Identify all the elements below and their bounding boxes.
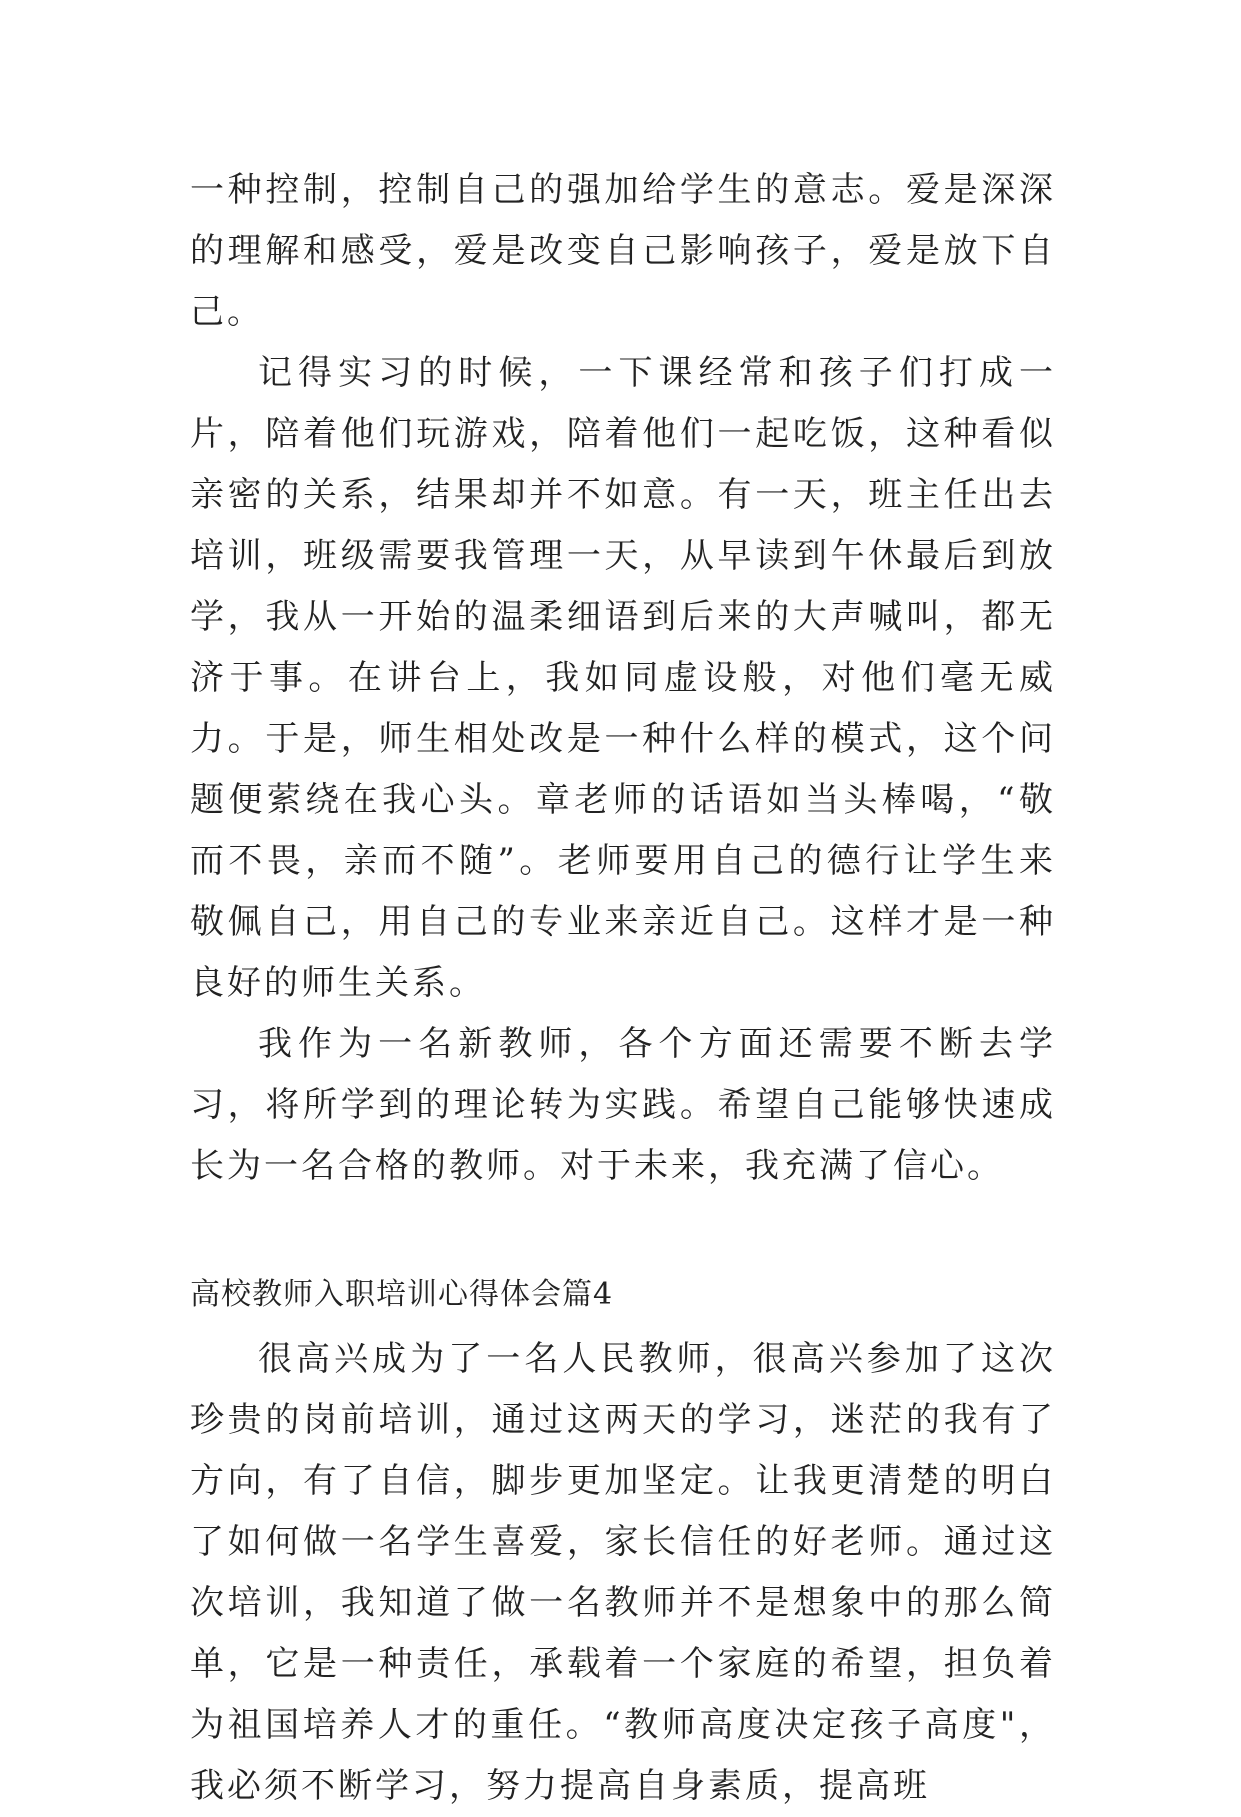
paragraph-3: 我作为一名新教师，各个方面还需要不断去学习，将所学到的理论转为实践。希望自己能够快速成长为一名合格的教师。对于未来，我充满了信心。 [190, 1024, 1056, 1186]
paragraph-4: 很高兴成为了一名人民教师，很高兴参加了这次珍贵的岗前培训，通过这两天的学习，迷茫的我有了方向，有了自信，脚步更加坚定。让我更清楚的明白了如何做一名学生喜爱，家长信任的好老师。通过这次培训，我知道了做一名教师并不是想象中的那么简单，它是一种责任，承载着一个家庭的希望，担负着为祖国培养人才的重任。“教师高度决定孩子高度"，我必须不断学习，努力提高自身素质，提高班 [190, 1339, 1056, 1806]
paragraph-2: 记得实习的时候，一下课经常和孩子们打成一片，陪着他们玩游戏，陪着他们一起吃饭，这种看似亲密的关系，结果却并不如意。有一天，班主任出去培训，班级需要我管理一天，从早读到午休最后到放学，我从一开始的温柔细语到后来的大声喊叫，都无济于事。在讲台上，我如同虚设般，对他们毫无威力。于是，师生相处改是一种什么样的模式，这个问题便萦绕在我心头。章老师的话语如当头棒喝，“敬而不畏，亲而不随”。老师要用自己的德行让学生来敬佩自己，用自己的专业来亲近自己。这样才是一种良好的师生关系。 [190, 353, 1056, 1003]
section-title: 高校教师入职培训心得体会篇4 [190, 1277, 614, 1312]
document-page [190, 160, 1056, 1817]
paragraph-1: 一种控制，控制自己的强加给学生的意志。爱是深深的理解和感受，爱是改变自己影响孩子，爱是放下自己。 [190, 170, 1056, 332]
